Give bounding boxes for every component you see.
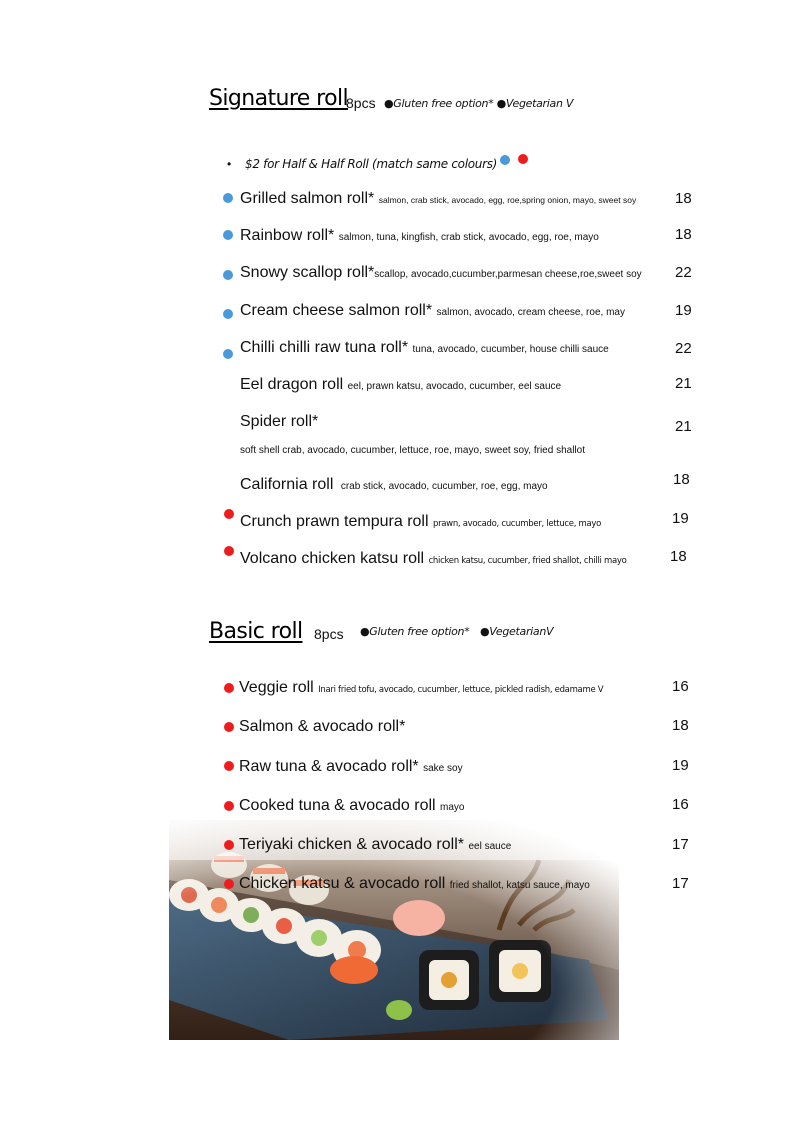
item-description: prawn, avocado, cucumber, lettuce, mayo [432, 519, 602, 529]
item-price: 16 [672, 678, 689, 695]
item-description: salmon, avocado, cream cheese, roe, may [436, 307, 625, 318]
menu-item [239, 718, 405, 736]
item-price: 18 [675, 226, 692, 243]
menu-item [239, 758, 463, 776]
menu-item [239, 836, 511, 854]
red-dot-icon [224, 761, 234, 771]
item-price: 21 [675, 418, 692, 435]
item-price: 22 [675, 264, 692, 281]
red-dot-icon [224, 683, 234, 693]
red-dot-icon [224, 801, 234, 811]
item-description: sake soy [423, 763, 463, 774]
signature-legend: ●Gluten free option* ●Vegetarian V [384, 97, 574, 110]
item-name: Crunch prawn tempura roll [240, 513, 429, 530]
item-name: Chilli chilli raw tuna roll* [240, 339, 409, 356]
item-description: mayo [440, 802, 465, 813]
item-price: 18 [675, 190, 692, 207]
menu-item [240, 376, 561, 394]
menu-item [240, 302, 625, 320]
basic-roll-heading: Basic roll [209, 619, 303, 644]
item-price: 19 [672, 510, 689, 527]
blue-dot-icon [223, 270, 233, 280]
menu-item [240, 513, 601, 531]
item-price: 19 [672, 757, 689, 774]
basic-pcs: 8pcs [314, 626, 344, 642]
item-description: chicken katsu, cucumber, fried shallot, chilli mayo [428, 556, 627, 566]
blue-dot-icon [500, 155, 510, 165]
menu-item [240, 227, 599, 245]
menu-item [239, 875, 590, 893]
item-description: eel sauce [468, 841, 512, 852]
item-price: 16 [672, 796, 689, 813]
item-name: Volcano chicken katsu roll [240, 550, 425, 567]
item-name: Cooked tuna & avocado roll [239, 797, 436, 814]
item-price: 22 [675, 340, 692, 357]
item-price: 18 [672, 717, 689, 734]
item-description: Inari fried tofu, avocado, cucumber, lettuce, pickled radish, edamame V [318, 685, 604, 695]
item-price: 17 [672, 875, 689, 892]
basic-legend-gluten: ●Gluten free option* [360, 625, 470, 638]
item-description: scallop, avocado,cucumber,parmesan cheese,roe,sweet soy [374, 269, 642, 280]
item-price: 18 [673, 471, 690, 488]
red-dot-icon [224, 840, 234, 850]
red-dot-icon [224, 509, 234, 519]
red-dot-icon [224, 722, 234, 732]
item-name: Snowy scallop roll* [240, 264, 375, 281]
item-name: Teriyaki chicken & avocado roll* [239, 836, 464, 853]
item-price: 17 [672, 836, 689, 853]
red-dot-icon [224, 546, 234, 556]
item-name: Salmon & avocado roll* [239, 718, 406, 735]
item-description: salmon, tuna, kingfish, crab stick, avocado, egg, roe, mayo [338, 232, 599, 243]
item-name: Cream cheese salmon roll* [240, 302, 433, 319]
item-price: 21 [675, 375, 692, 392]
half-half-note: $2 for Half & Half Roll (match same colours) [245, 157, 498, 171]
blue-dot-icon [223, 230, 233, 240]
item-name: Spider roll* [240, 413, 319, 430]
item-name: Veggie roll [239, 679, 314, 696]
signature-roll-heading: Signature roll [209, 86, 348, 111]
menu-item [240, 190, 636, 208]
blue-dot-icon [223, 193, 233, 203]
red-dot-icon [224, 879, 234, 889]
item-name: California roll [240, 476, 334, 493]
menu-item [239, 679, 603, 697]
red-dot-icon [518, 154, 528, 164]
menu-item [240, 264, 642, 282]
item-name: Chicken katsu & avocado roll [239, 875, 446, 892]
item-name: Rainbow roll* [240, 227, 335, 244]
item-price: 18 [670, 548, 687, 565]
basic-legend-vegetarian: ●VegetarianV [480, 625, 554, 638]
item-description: soft shell crab, avocado, cucumber, lettuce, roe, mayo, sweet soy, fried shallot [240, 445, 585, 456]
menu-item [240, 339, 609, 357]
item-description: crab stick, avocado, cucumber, roe, egg, mayo [340, 481, 548, 492]
item-description: tuna, avocado, cucumber, house chilli sauce [412, 344, 609, 355]
menu-item [240, 476, 548, 494]
blue-dot-icon [223, 349, 233, 359]
item-name: Grilled salmon roll* [240, 190, 375, 207]
item-description: fried shallot, katsu sauce, mayo [449, 880, 590, 891]
item-description: eel, prawn katsu, avocado, cucumber, eel sauce [347, 381, 562, 392]
item-name: Raw tuna & avocado roll* [239, 758, 419, 775]
menu-item [240, 550, 627, 568]
item-name: Eel dragon roll [240, 376, 344, 393]
menu-item [239, 797, 464, 815]
item-description: salmon, crab stick, avocado, egg, roe,spring onion, mayo, sweet soy [378, 195, 637, 205]
item-price: 19 [675, 302, 692, 319]
signature-pcs: 8pcs [346, 95, 376, 111]
half-note-bullet: • [227, 157, 232, 171]
blue-dot-icon [223, 309, 233, 319]
